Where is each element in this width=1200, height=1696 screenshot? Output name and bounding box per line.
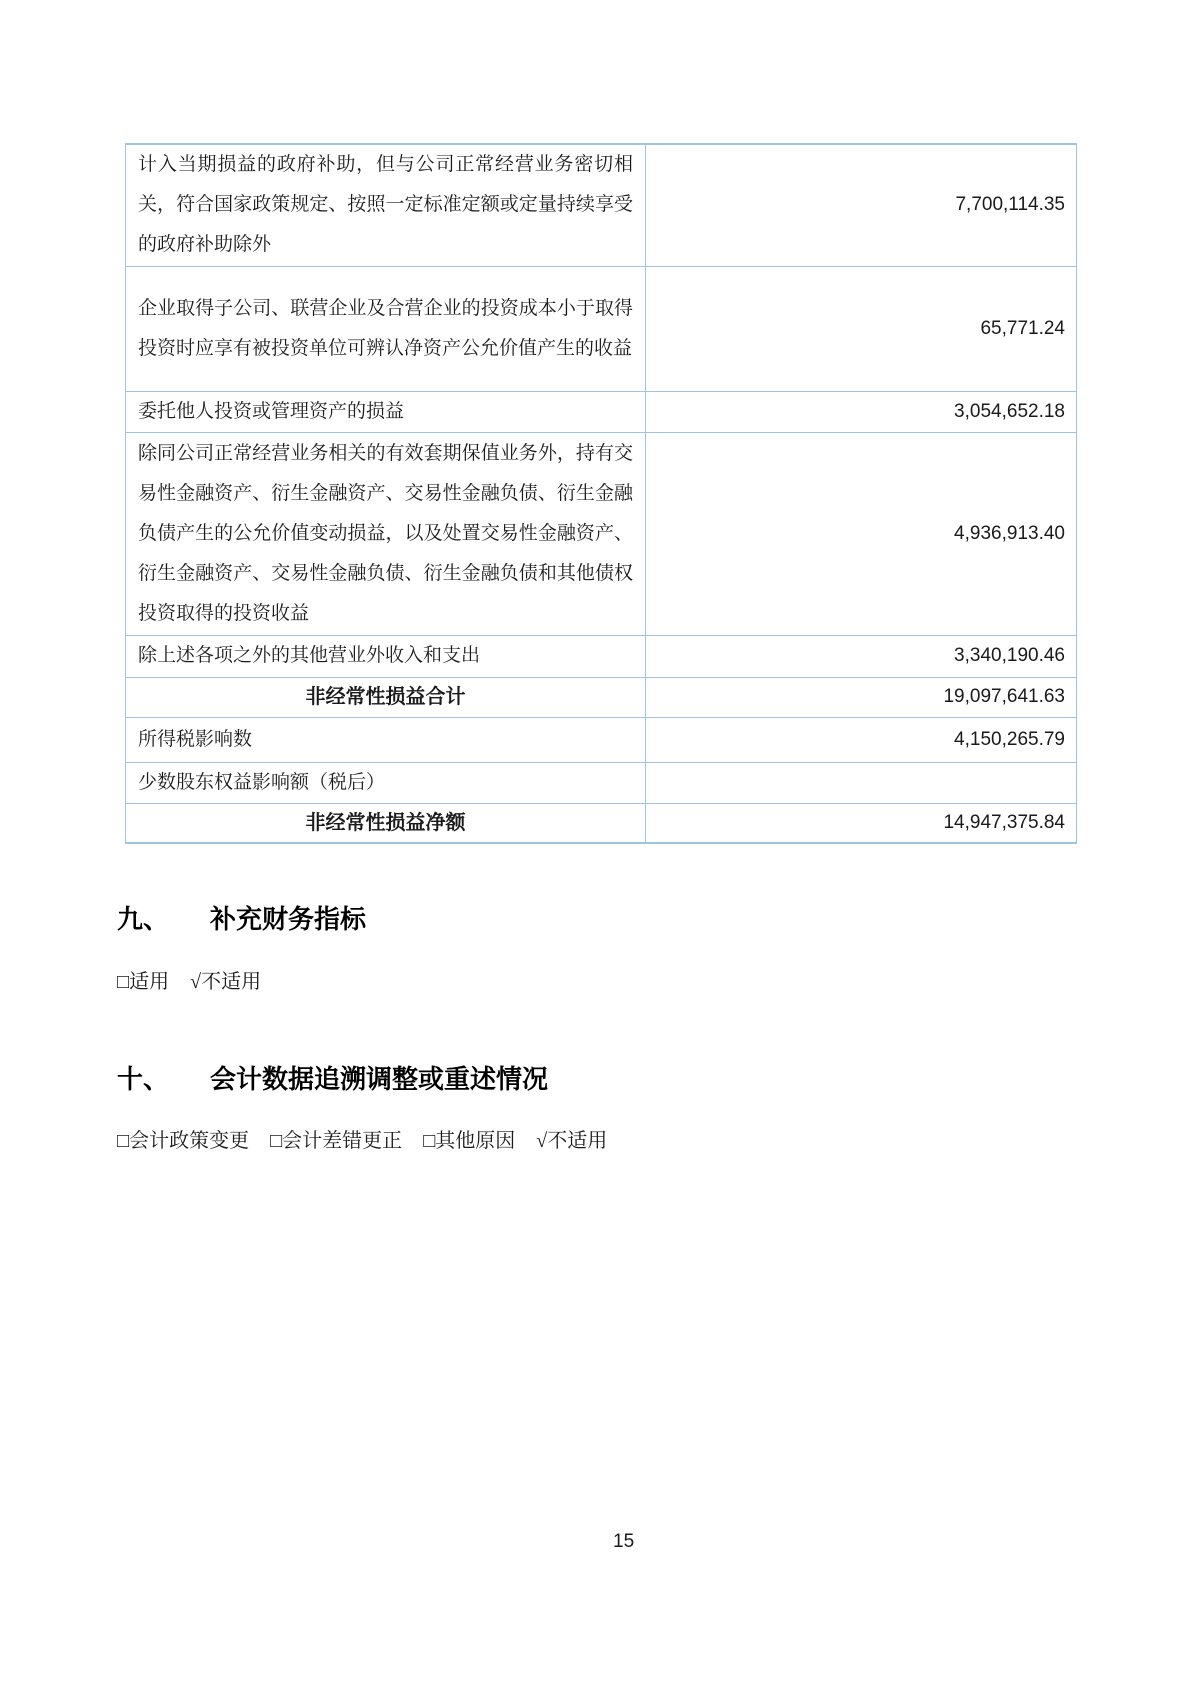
- checkbox-option-accounting-error-correction: □会计差错更正: [270, 1130, 403, 1152]
- item-value-cell: 4,936,913.40: [646, 432, 1077, 635]
- item-label-cell: 除上述各项之外的其他营业外收入和支出: [126, 635, 646, 677]
- item-label-cell: 少数股东权益影响额（税后）: [126, 762, 646, 803]
- item-label-cell: 计入当期损益的政府补助，但与公司正常经营业务密切相关，符合国家政策规定、按照一定标准定额或定量持续享受的政府补助除外: [126, 144, 646, 266]
- item-label-cell: 非经常性损益净额: [126, 803, 646, 843]
- table-row: [126, 391, 1077, 432]
- section-title: 会计数据追溯调整或重述情况: [210, 1064, 549, 1094]
- item-value-cell: 65,771.24: [646, 266, 1077, 391]
- table-row: [126, 717, 1077, 762]
- page-number: 15: [613, 1531, 635, 1552]
- checkbox-option-not-applicable: √不适用: [536, 1130, 608, 1152]
- item-value-cell: 3,340,190.46: [646, 635, 1077, 677]
- item-label-cell: 委托他人投资或管理资产的损益: [126, 391, 646, 432]
- section-heading-10: [117, 1063, 548, 1095]
- section-number: 九、: [117, 904, 170, 934]
- checkbox-option-not-applicable: √不适用: [190, 971, 262, 993]
- table-row-total: [126, 677, 1077, 717]
- item-value-cell: 7,700,114.35: [646, 144, 1077, 266]
- item-label-cell: 非经常性损益合计: [126, 677, 646, 717]
- item-value-cell: [646, 762, 1077, 803]
- section-heading-9: [117, 903, 366, 935]
- checkbox-option-other-reason: □其他原因: [423, 1130, 516, 1152]
- table-row: [126, 144, 1077, 266]
- item-value-cell: 19,097,641.63: [646, 677, 1077, 717]
- table-row: [126, 762, 1077, 803]
- restatement-options: [117, 1128, 623, 1154]
- applicability-options: [117, 969, 277, 995]
- section-number: 十、: [117, 1064, 170, 1094]
- checkbox-option-accounting-policy-change: □会计政策变更: [117, 1130, 250, 1152]
- section-title: 补充财务指标: [210, 904, 367, 934]
- table-row: [126, 266, 1077, 391]
- item-label-cell: 企业取得子公司、联营企业及合营企业的投资成本小于取得投资时应享有被投资单位可辨认净资产公允价值产生的收益: [126, 266, 646, 391]
- table-row-total: [126, 803, 1077, 843]
- item-label-cell: 除同公司正常经营业务相关的有效套期保值业务外，持有交易性金融资产、衍生金融资产、交易性金融负债、衍生金融负债产生的公允价值变动损益，以及处置交易性金融资产、衍生金融资产、交易性金融负债、衍生金融负债和其他债权投资取得的投资收益: [126, 432, 646, 635]
- item-label-cell: 所得税影响数: [126, 717, 646, 762]
- item-value-cell: 14,947,375.84: [646, 803, 1077, 843]
- table-row: [126, 635, 1077, 677]
- non-recurring-items-table: [125, 143, 1077, 844]
- item-value-cell: 4,150,265.79: [646, 717, 1077, 762]
- checkbox-option-applicable: □适用: [117, 971, 170, 993]
- item-value-cell: 3,054,652.18: [646, 391, 1077, 432]
- table-row: [126, 432, 1077, 635]
